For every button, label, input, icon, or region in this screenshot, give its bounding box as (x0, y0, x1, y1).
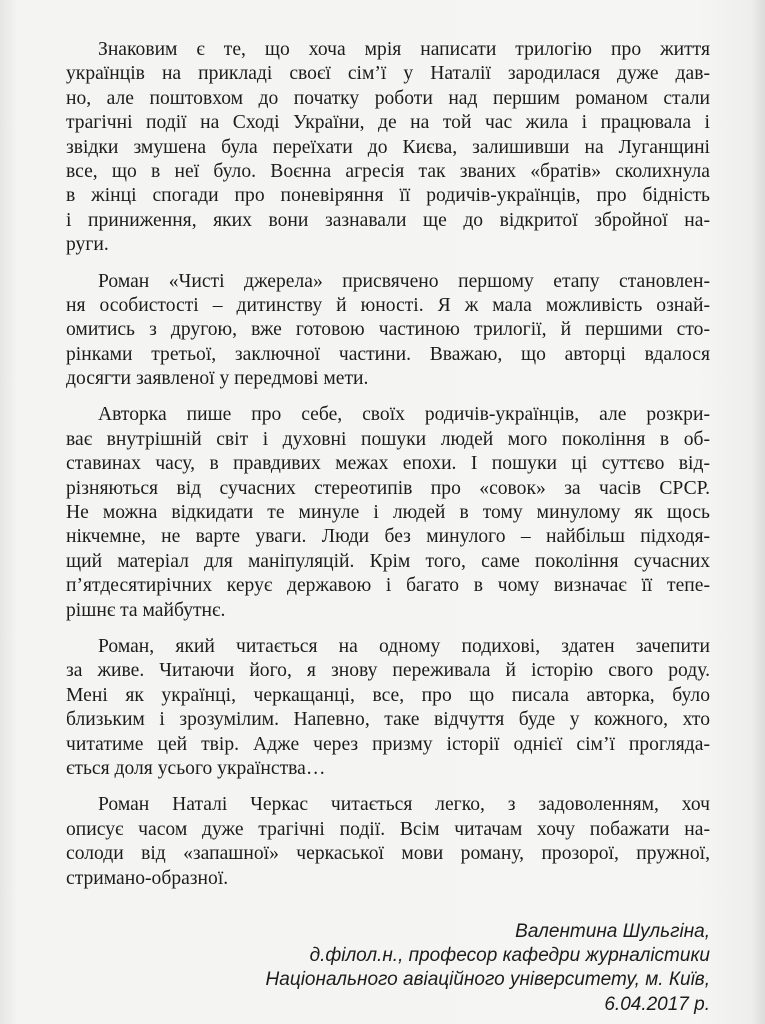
text-line: руги. (66, 234, 109, 256)
text-line: і приниження, яких вони зазнавали ще до відкритої збройної на- (66, 209, 710, 231)
text-line: ня особистості – дитинству й юності. Я ж мала можливість ознай- (66, 294, 710, 316)
text-line: щий матеріал для маніпуляцій. Крім того, саме покоління сучасних (66, 550, 710, 572)
body-text (66, 38, 710, 903)
page-edge-shadow (751, 0, 765, 1024)
text-line: за живе. Читаючи його, я знову переживала й історію свого роду. (66, 660, 710, 682)
paragraph-2 (66, 270, 710, 392)
text-line: Авторка пише про себе, своїх родичів-українців, але розкри- (98, 404, 710, 426)
paragraph-4 (66, 635, 710, 781)
text-line: українців на прикладі своєї сім’ї у Наталії зародилася дуже дав- (66, 63, 710, 85)
text-line: но, але поштовхом до початку роботи над першим романом стали (66, 87, 710, 109)
text-line: п’ятдесятирічних керує державою і багато в чому визначає її тепе- (66, 575, 710, 597)
text-line: трагічні події на Сході України, де на той час жила і працювала і (66, 112, 710, 134)
text-line: Мені як українці, черкащанці, все, про що писала авторка, було (66, 684, 710, 706)
text-line: описує часом дуже трагічні події. Всім читачам хочу побажати на- (66, 818, 710, 840)
text-line: Знаковим є те, що хоча мрія написати трилогію про життя (98, 39, 710, 60)
text-line: ває внутрішній світ і духовні пошуки людей мого покоління в об- (66, 428, 710, 450)
text-line: стримано-образної. (66, 867, 229, 889)
text-line: нікчемне, не варте уваги. Люди без минулого – найбільш підходя- (66, 526, 710, 548)
text-line: ється доля усього українства… (66, 757, 326, 779)
text-line: досягти заявленої у передмові мети. (66, 368, 369, 390)
signature-institution: Національного авіаційного університету, м. Київ, (265, 969, 710, 991)
text-line: рішнє та майбутнє. (66, 599, 226, 621)
paragraph-1 (66, 38, 710, 258)
signature-date: 6.04.2017 р. (604, 993, 710, 1015)
text-line: читатиме цей твір. Адже через призму історії однієї сім’ї проглядa- (66, 733, 710, 755)
signature-name: Валентина Шульгіна, (515, 921, 710, 942)
paragraph-5 (66, 793, 710, 891)
text-line: Роман «Чисті джерела» присвячено першому етапу становлен- (98, 270, 710, 292)
text-line: різняються від сучасних стереотипів про «совок» за часів СРСР. (66, 477, 710, 499)
text-line: омитись з другою, вже готовою частиною трилогії, й першими сто- (66, 319, 710, 341)
text-line: рінками третьої, заключної частини. Вважаю, що авторці вдалося (66, 343, 710, 365)
author-signature (190, 920, 710, 1017)
text-line: ставинах часу, в правдивих межах епохи. І пошуки ці суттєво від- (66, 453, 710, 475)
text-line: звідки змушена була переїхати до Києва, залишивши на Луганщині (66, 136, 710, 158)
text-line: все, що в неї було. Воєнна агресія так званих «братів» сколихнула (66, 160, 710, 182)
text-line: близьким і зрозумілим. Напевно, таке відчуття буде у кожного, хто (66, 709, 710, 731)
text-line: в жінці спогади про поневіряння її родичів-українців, про бідність (66, 185, 710, 207)
text-line: Не можна відкидати те минуле і людей в тому минулому як щось (66, 502, 710, 524)
text-line: Роман Наталі Черкас читається легко, з задоволенням, хоч (98, 794, 710, 816)
signature-title: д.філол.н., професор кафедри журналістики (309, 945, 710, 967)
paragraph-3 (66, 403, 710, 623)
text-line: Роман, який читається на одному подихові, здатен зачепити (98, 635, 710, 657)
text-line: солоди від «запашної» черкаської мови роману, прозорої, пружної, (66, 843, 710, 865)
